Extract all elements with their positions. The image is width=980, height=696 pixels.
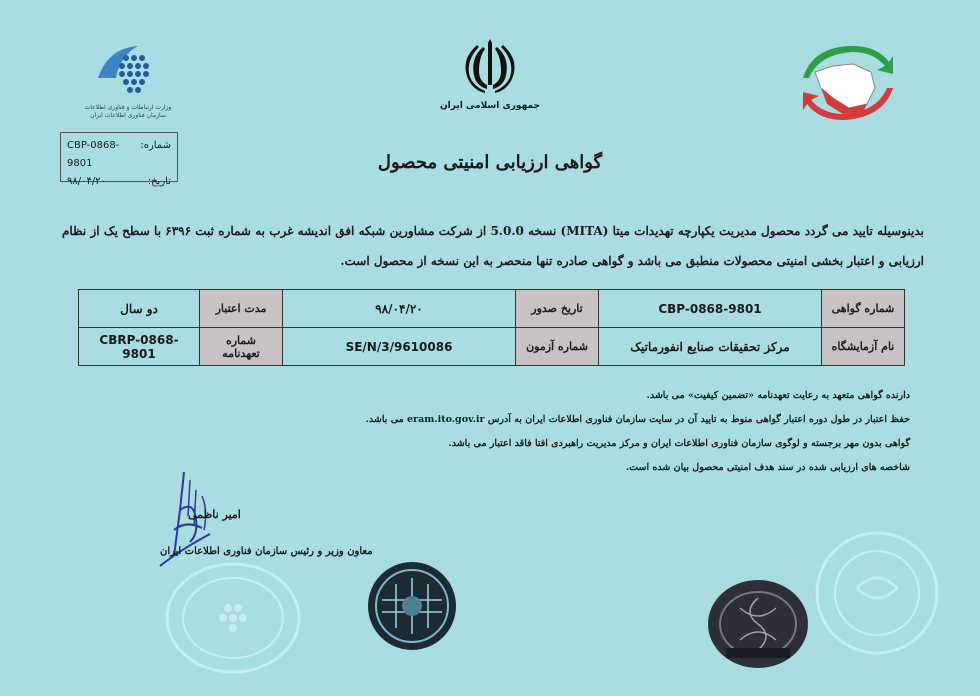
ito-logo-icon <box>78 38 178 104</box>
issue-date-value: ۹۸/۰۴/۲۰ <box>283 290 516 328</box>
table-row <box>79 290 905 328</box>
ito-logo-text-2: سازمان فناوری اطلاعات ایران <box>90 112 166 119</box>
signatory-title: معاون وزیر و رئیس سازمان فناوری اطلاعات ایران <box>160 546 373 557</box>
test-no-value: 9610086/SE/N/3 <box>283 328 516 366</box>
lab-name-value: مرکز تحقیقات صنایع انفورماتیک <box>599 328 822 366</box>
number-label: شماره: <box>140 140 171 151</box>
date-value: ۹۸/۰۴/۲۰ <box>67 176 106 187</box>
notes-list <box>365 384 910 480</box>
signatory-name: امیر ناظمی <box>188 508 241 521</box>
hologram-sticker-icon <box>366 560 458 652</box>
lab-name-label: نام آزمایشگاه <box>822 328 905 366</box>
date-label: تاریخ: <box>147 176 171 187</box>
note-item: شاخصه های ارزیابی شده در سند هدف امنیتی محصول بیان شده است. <box>625 462 910 473</box>
iran-map-arrows-icon <box>793 38 903 126</box>
emblem-label: جمهوری اسلامی ایران <box>439 101 541 111</box>
iran-emblem <box>435 35 545 115</box>
certificate-title: گواهی ارزیابی امنیتی محصول <box>377 152 603 173</box>
commitment-no-label: شماره تعهدنامه <box>200 328 283 366</box>
ito-logo <box>78 38 178 128</box>
certificate-statement: بدینوسیله تایید می گردد محصول مدیریت یکپارچه تهدیدات میتا (MITA) نسخه 5.0.0 از شرکت مشاورین شبکه افق اندیشه غرب به شماره ثبت ۶۳۹۶ با سطح یک از نظام ارزیابی و اعتبار بخشی امنیتی محصولات منطبق می باشد و گواهی صادره تنها منحصر به این نسخه از محصول است. <box>62 224 924 268</box>
commitment-no-value: CBRP-0868-9801 <box>79 328 200 366</box>
certificate-no-label: شماره گواهی <box>822 290 905 328</box>
ito-logo-text-1: وزارت ارتباطات و فناوری اطلاعات <box>84 104 172 111</box>
afta-map-logo <box>793 38 903 126</box>
certificate-no-value: CBP-0868-9801 <box>599 290 822 328</box>
iran-emblem-icon <box>455 35 525 95</box>
embossed-seal-right-icon <box>812 528 942 658</box>
issue-date-label: تاریخ صدور <box>516 290 599 328</box>
number-value: CBP-0868-9801 <box>67 140 120 169</box>
table-row <box>79 328 905 366</box>
reference-box <box>60 132 178 187</box>
note-item: گواهی بدون مهر برجسته و لوگوی سازمان فناوری اطلاعات ایران و مرکز مدیریت راهبردی افتا فاقد اعتبار می باشد. <box>448 438 910 449</box>
note-item: دارنده گواهی متعهد به رعایت تعهدنامه «تضمین کیفیت» می باشد. <box>646 390 910 401</box>
hologram-seal-icon <box>706 578 810 670</box>
validity-value: دو سال <box>79 290 200 328</box>
certificate-info-table <box>78 289 905 366</box>
note-item: حفظ اعتبار در طول دوره اعتبار گواهی منوط به تایید آن در سایت سازمان فناوری اطلاعات ایران به آدرس eram.ito.gov.ir می باشد. <box>365 414 910 425</box>
test-no-label: شماره آزمون <box>516 328 599 366</box>
validity-label: مدت اعتبار <box>200 290 283 328</box>
